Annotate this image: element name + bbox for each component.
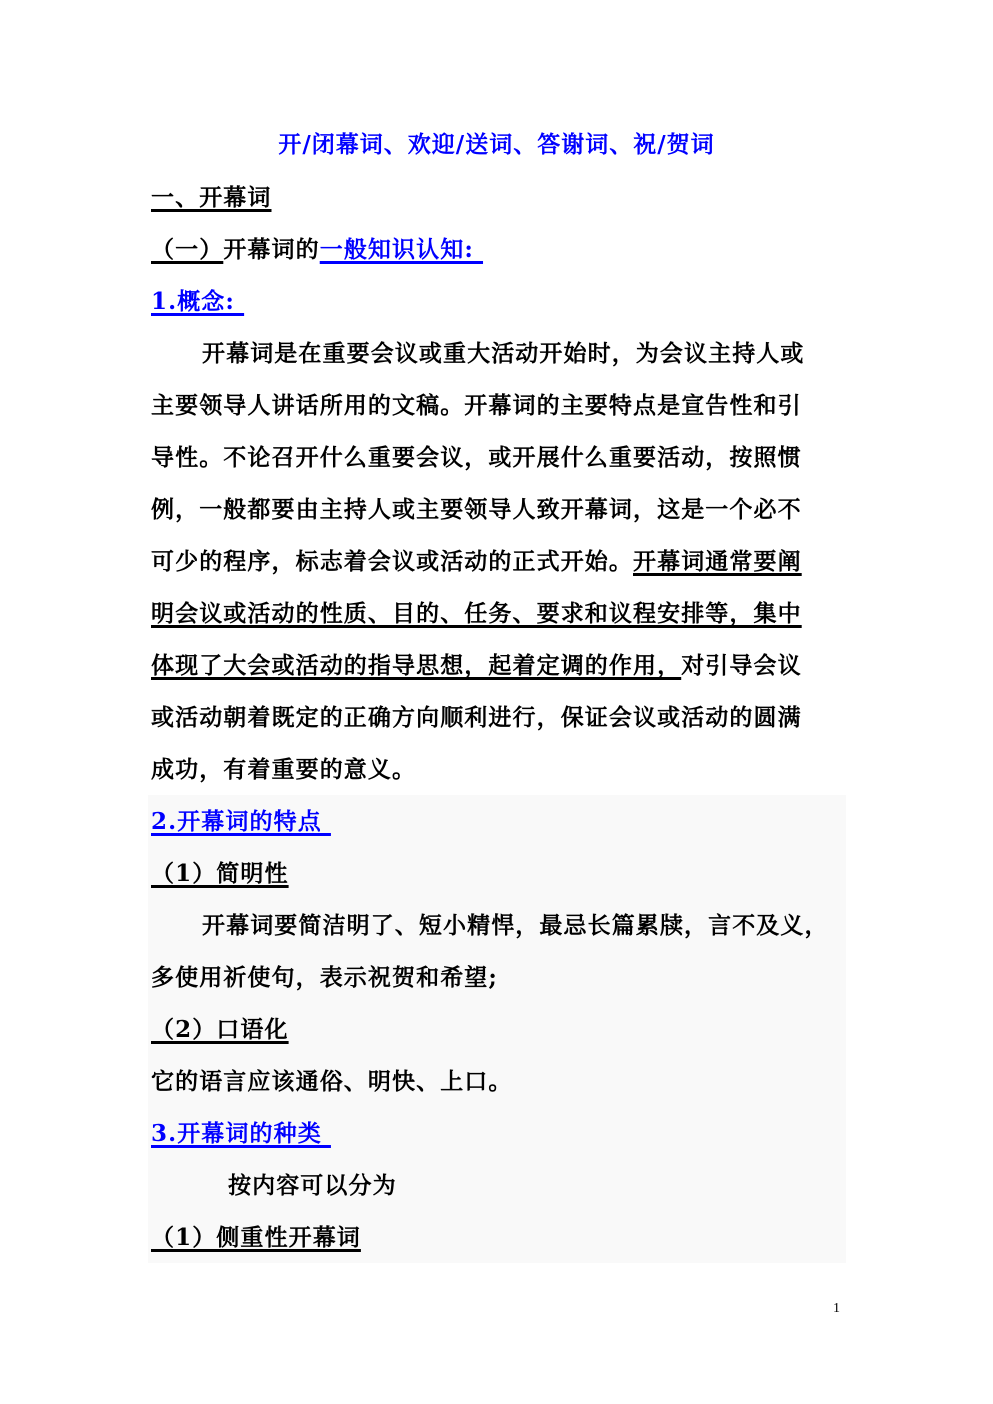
- feature-1-heading: [151, 859, 289, 889]
- page-number: 1: [833, 1301, 840, 1316]
- concept-heading-text: 1.概念:: [151, 288, 245, 315]
- subsection-link-text: 一般知识认知:: [319, 236, 484, 263]
- feature-2-heading: [151, 1015, 289, 1045]
- subsection-prefix: （一）: [151, 236, 224, 263]
- paragraph-text: 可少的程序，标志着会议或活动的正式开始。: [151, 548, 633, 575]
- types-heading: [151, 1119, 331, 1149]
- document-title: 开/闭幕词、欢迎/送词、答谢词、祝/贺词: [278, 131, 715, 158]
- types-heading-text: 3.开幕词的种类: [151, 1120, 331, 1147]
- feature-1-heading-text: （1）简明性: [151, 860, 289, 887]
- type-1-heading-text: （1）侧重性开幕词: [151, 1224, 361, 1251]
- subsection-middle: 开幕词的: [223, 236, 320, 263]
- paragraph-line: [151, 599, 802, 629]
- paragraph-line: 多使用祈使句，表示祝贺和希望;: [151, 964, 498, 991]
- paragraph-line: [151, 651, 802, 681]
- feature-2-heading-text: （2）口语化: [151, 1016, 289, 1043]
- section-heading-text: 一、开幕词: [151, 184, 272, 211]
- paragraph-text: 对引导会议: [681, 652, 802, 679]
- section-heading-opening-speech: [151, 183, 272, 213]
- paragraph-line: [151, 547, 802, 577]
- paragraph-line: 例，一般都要由主持人或主要领导人致开幕词，这是一个必不: [151, 496, 802, 523]
- paragraph-line: 主要领导人讲话所用的文稿。开幕词的主要特点是宣告性和引: [151, 392, 802, 419]
- paragraph-line: 它的语言应该通俗、明快、上口。: [151, 1068, 513, 1095]
- paragraph-line: 或活动朝着既定的正确方向顺利进行，保证会议或活动的圆满: [151, 704, 802, 731]
- features-heading-text: 2.开幕词的特点: [151, 808, 331, 835]
- underlined-emphasis: 体现了大会或活动的指导思想，起着定调的作用，: [151, 652, 682, 679]
- subsection-heading-general-knowledge: [151, 235, 483, 265]
- underlined-emphasis: 明会议或活动的性质、目的、任务、要求和议程安排等，集中: [151, 600, 802, 627]
- paragraph-line: 成功，有着重要的意义。: [151, 756, 417, 783]
- concept-heading: [151, 287, 244, 317]
- types-intro: 按内容可以分为: [228, 1172, 397, 1199]
- underlined-emphasis: 开幕词通常要阐: [633, 548, 802, 575]
- paragraph-line: 开幕词是在重要会议或重大活动开始时，为会议主持人或: [202, 340, 805, 367]
- features-heading: [151, 807, 331, 837]
- paragraph-line: 导性。不论召开什么重要会议，或开展什么重要活动，按照惯: [151, 444, 802, 471]
- type-1-heading: [151, 1223, 361, 1253]
- paragraph-line: 开幕词要简洁明了、短小精悍，最忌长篇累牍，言不及义，: [202, 912, 829, 939]
